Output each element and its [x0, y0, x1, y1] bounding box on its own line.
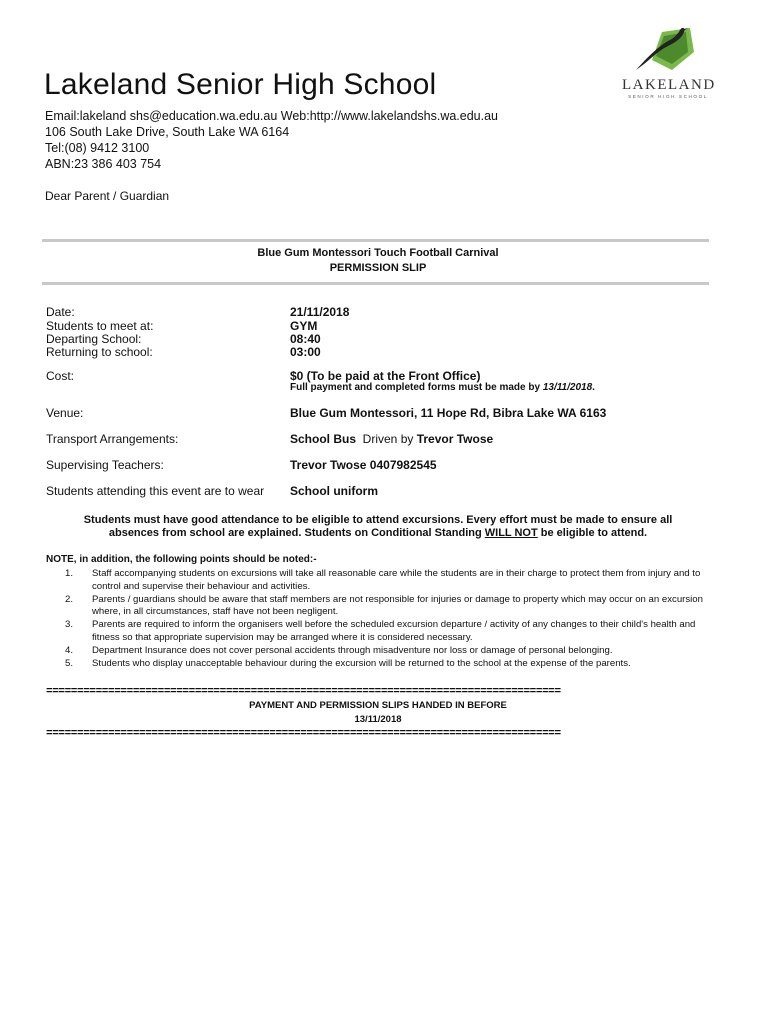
depart-value: 08:40: [290, 332, 321, 346]
transport-driver: Trevor Twose: [416, 432, 494, 446]
note-number: 2.: [64, 593, 73, 605]
note-item: [46, 619, 711, 645]
note-number: 4.: [64, 644, 73, 656]
note-text: Parents are required to inform the organisers well before the scheduled excursion departure / activity of any changes to their child's health and fitness so that appropriate supervision may be arranged where it is considered necessary.: [92, 619, 696, 643]
cost-note-prefix: Full payment and completed forms must be made by: [290, 382, 543, 393]
attendance-will-not: WILL NOT: [484, 527, 538, 539]
note-number: 3.: [64, 619, 73, 631]
meet-label: Students to meet at:: [46, 319, 154, 333]
attendance-suffix: be eligible to attend.: [537, 527, 648, 539]
venue-value: Blue Gum Montessori, 11 Hope Rd, Bibra Lake WA 6163: [290, 406, 607, 420]
note-text: Department Insurance does not cover personal accidents through misadventure nor loss or damage of personal belonging.: [92, 644, 613, 656]
school-address: 106 South Lake Drive, South Lake WA 6164: [45, 125, 290, 139]
attendance-line-1: Students must have good attendance to be eligible to attend excursions. Every effort must be made to ensure all: [83, 514, 673, 526]
transport-label: Transport Arrangements:: [46, 432, 179, 446]
note-text: Parents / guardians should be aware that staff members are not responsible for injuries or damage to property which may occur on an excursion where, in all circumstances, staff have not been negligent.: [92, 593, 703, 618]
event-title: Blue Gum Montessori Touch Football Carnival: [257, 247, 499, 259]
venue-label: Venue:: [46, 406, 84, 420]
return-value: 03:00: [290, 345, 321, 359]
school-name: Lakeland Senior High School: [44, 68, 437, 101]
note-item: [46, 568, 711, 594]
return-label: Returning to school:: [46, 345, 153, 359]
divider-top: [42, 239, 709, 242]
date-value: 21/11/2018: [290, 305, 350, 319]
school-tel: Tel:(08) 9412 3100: [45, 141, 150, 155]
wear-label: Students attending this event are to wear: [46, 484, 265, 498]
note-list: [46, 568, 711, 670]
note-text: Staff accompanying students on excursions will take all reasonable care while the students are in their charge to protect them from injury and to control and supervise their behaviour and activities.: [92, 568, 701, 592]
attendance-prefix: absences from school are explained. Students on Conditional Standing: [108, 527, 485, 539]
cost-value: $0 (To be paid at the Front Office): [290, 369, 481, 383]
supervising-label: Supervising Teachers:: [46, 458, 164, 472]
cost-note-suffix: .: [592, 382, 595, 393]
note-item: [46, 594, 711, 620]
note-number: 1.: [64, 568, 73, 579]
note-heading: NOTE, in addition, the following points should be noted:-: [46, 554, 317, 565]
separator-bottom: ===================================================================================: [46, 728, 561, 740]
depart-label: Departing School:: [46, 332, 142, 346]
school-abn: ABN:23 386 403 754: [45, 157, 162, 171]
logo-subtext: SENIOR HIGH SCHOOL: [628, 94, 708, 99]
date-label: Date:: [46, 305, 75, 319]
supervising-value: Trevor Twose 0407982545: [290, 458, 437, 472]
contact-line: Email:lakeland shs@education.wa.edu.au Web:http://www.lakelandshs.wa.edu.au: [45, 109, 499, 123]
cost-label: Cost:: [46, 369, 75, 383]
note-text: Students who display unacceptable behaviour during the excursion will be returned to the school at the expense of the parents.: [92, 657, 631, 669]
separator-top: ===================================================================================: [46, 686, 561, 698]
divider-bottom: [42, 282, 709, 285]
meet-value: GYM: [290, 319, 318, 333]
footer-date: 13/11/2018: [354, 714, 402, 725]
attendance-line-2: [40, 527, 716, 539]
cost-note: [290, 382, 595, 393]
permission-slip-heading: PERMISSION SLIP: [329, 262, 427, 274]
school-logo: [622, 22, 714, 102]
footer-text: PAYMENT AND PERMISSION SLIPS HANDED IN BEFORE: [249, 700, 507, 711]
note-number: 5.: [64, 657, 73, 669]
note-item: [46, 645, 711, 658]
transport-mid: Driven by: [356, 432, 417, 446]
logo-wordmark: LAKELAND: [622, 77, 716, 93]
cost-note-date: 13/11/2018: [542, 382, 593, 393]
greeting: Dear Parent / Guardian: [45, 189, 170, 203]
note-item: [46, 658, 711, 671]
heron-logo-icon: [622, 22, 714, 78]
transport-mode: School Bus: [290, 432, 357, 446]
wear-value: School uniform: [290, 484, 378, 498]
transport-value: [290, 432, 493, 446]
